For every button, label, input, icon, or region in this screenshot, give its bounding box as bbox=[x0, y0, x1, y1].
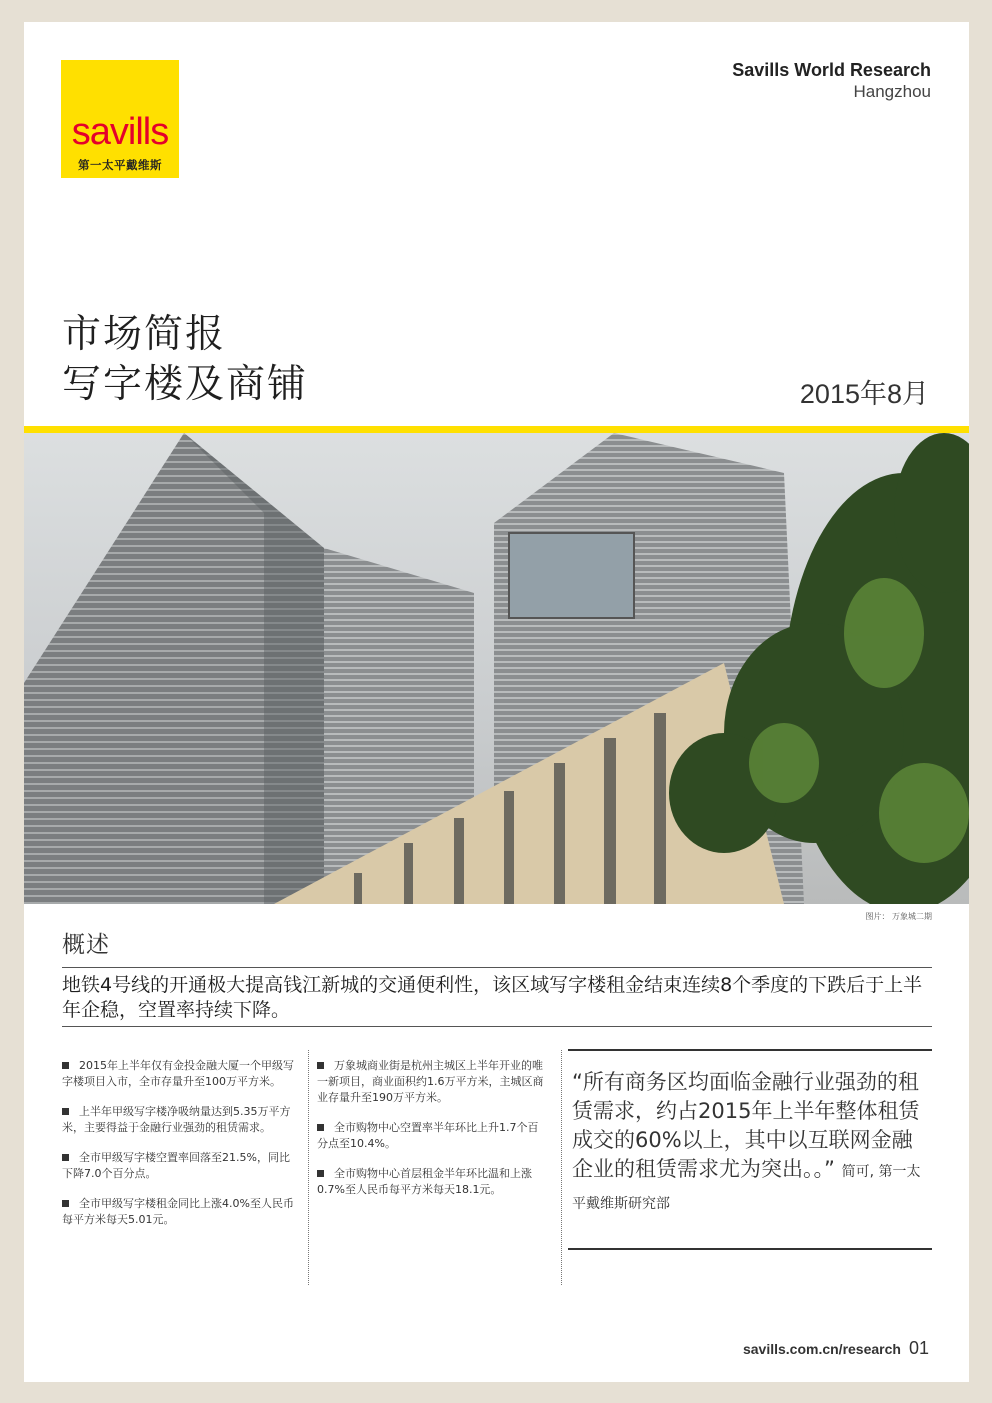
bullet-square-icon bbox=[317, 1062, 324, 1069]
footer-url[interactable]: savills.com.cn/research bbox=[742, 1341, 901, 1357]
quote-rule-top bbox=[568, 1049, 932, 1051]
hero-photo-buildings bbox=[24, 433, 969, 904]
bullet-square-icon bbox=[62, 1154, 69, 1161]
page-footer bbox=[743, 1338, 929, 1359]
title-line-2: 写字楼及商铺 bbox=[62, 362, 309, 407]
quote-attribution: 简可, 第一太平戴维斯研究部 bbox=[572, 1164, 921, 1212]
pull-quote bbox=[572, 1068, 932, 1219]
section-title-overview: 概述 bbox=[62, 932, 110, 958]
bullet-item: 全市购物中心首层租金半年环比温和上涨0.7%至人民币每平方米每天18.1元。 bbox=[317, 1167, 532, 1196]
report-date: 2015年8月 bbox=[799, 379, 929, 409]
section-rule-top bbox=[62, 967, 932, 968]
column-divider bbox=[308, 1050, 309, 1285]
bullet-square-icon bbox=[62, 1108, 69, 1115]
bullet-item: 2015年上半年仅有金投金融大厦一个甲级写字楼项目入市，全市存量升至100万平方米。 bbox=[62, 1059, 294, 1088]
logo-chinese-name: 第一太平戴维斯 bbox=[78, 158, 162, 172]
photo-caption: 图片： 万象城二期 bbox=[865, 912, 932, 921]
bullet-item: 全市甲级写字楼空置率回落至21.5%，同比下降7.0个百分点。 bbox=[62, 1151, 290, 1180]
org-name: Savills World Research bbox=[732, 60, 931, 80]
bullet-item: 全市购物中心空置率半年环比上升1.7个百分点至10.4%。 bbox=[317, 1121, 539, 1150]
quote-text: “所有商务区均面临金融行业强劲的租赁需求，约占2015年上半年整体租赁成交的60%以上，其中以互联网金融企业的租赁需求尤为突出。。” bbox=[572, 1070, 920, 1181]
bullet-column-office bbox=[62, 1058, 294, 1242]
quote-rule-bottom bbox=[568, 1248, 932, 1250]
logo-wordmark: savills bbox=[71, 111, 169, 153]
report-title bbox=[62, 310, 308, 410]
column-divider bbox=[561, 1050, 562, 1285]
bullet-square-icon bbox=[317, 1170, 324, 1177]
org-header bbox=[732, 59, 931, 103]
yellow-divider bbox=[24, 426, 969, 433]
bullet-item: 上半年甲级写字楼净吸纳量达到5.35万平方米，主要得益于金融行业强劲的租赁需求。 bbox=[62, 1105, 291, 1134]
bullet-item: 万象城商业街是杭州主城区上半年开业的唯一新项目，商业面积约1.6万平方米，主城区商业存量升至190万平方米。 bbox=[317, 1059, 544, 1104]
page-number: 01 bbox=[908, 1338, 929, 1358]
bullet-column-retail bbox=[317, 1058, 549, 1212]
bullet-square-icon bbox=[62, 1062, 69, 1069]
savills-logo bbox=[61, 60, 179, 178]
report-cover-page bbox=[24, 22, 969, 1382]
bullet-item: 全市甲级写字楼租金同比上涨4.0%至人民币每平方米每天5.01元。 bbox=[62, 1197, 294, 1226]
section-rule-bottom bbox=[62, 1026, 932, 1027]
title-line-1: 市场简报 bbox=[62, 312, 227, 357]
bullet-square-icon bbox=[62, 1200, 69, 1207]
summary-text: 地铁4号线的开通极大提高钱江新城的交通便利性，该区域写字楼租金结束连续8个季度的下跌后于上半年企稳，空置率持续下降。 bbox=[62, 974, 923, 1021]
bullet-square-icon bbox=[317, 1124, 324, 1131]
org-city: Hangzhou bbox=[853, 82, 931, 101]
